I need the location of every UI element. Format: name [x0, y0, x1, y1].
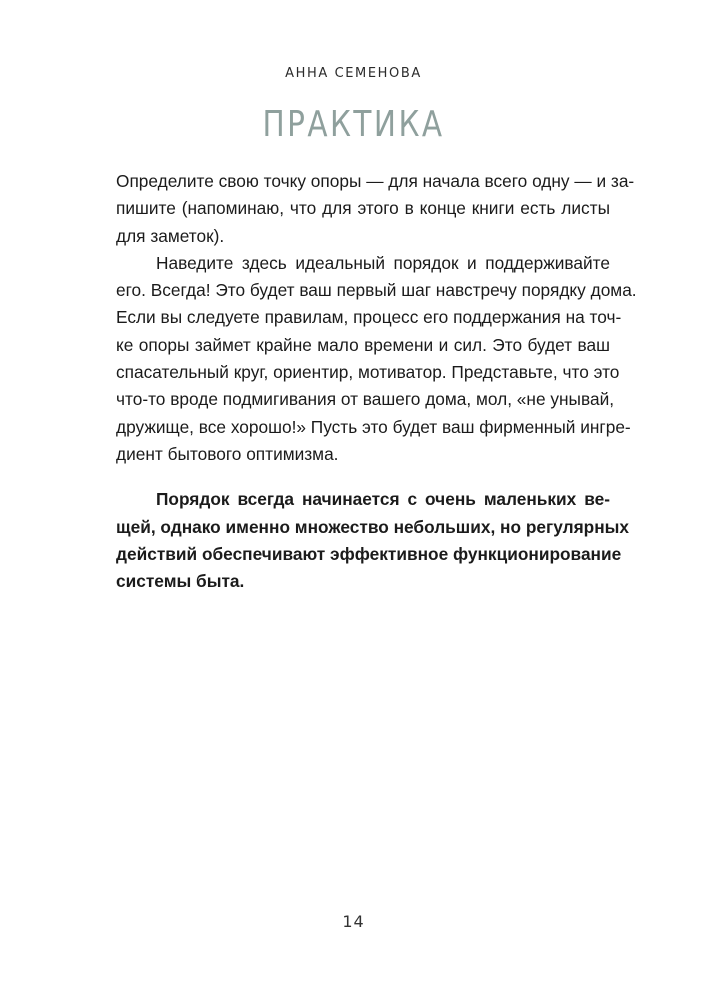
paragraph-gap [116, 468, 610, 486]
text-line: для заметок). [116, 225, 225, 246]
paragraph-1 [116, 168, 635, 250]
paragraph-3-emphasis [116, 486, 630, 595]
body-text [116, 168, 637, 595]
section-title: ПРАКТИКА [262, 104, 445, 145]
page-number: 14 [342, 912, 365, 931]
text-line: диент бытового оптимизма. [116, 443, 339, 464]
text-line: Порядок всегда начинается с очень маленьких ве- [156, 489, 610, 510]
text-line: Наведите здесь идеальный порядок и поддерживайте [156, 252, 610, 273]
text-line: действий обеспечивают эффективное функционирование [116, 543, 622, 564]
paragraph-2 [116, 250, 637, 468]
text-line: Если вы следуете правилам, процесс его поддержания на точ- [116, 307, 622, 328]
text-line: спасательный круг, ориентир, мотиватор. Представьте, что это [116, 362, 620, 383]
text-line: что-то вроде подмигивания от вашего дома, мол, «не унывай, [116, 389, 615, 410]
text-line: системы быта. [116, 571, 245, 592]
text-line: пишите (напоминаю, что для этого в конце книги есть листы [116, 198, 610, 219]
text-line: дружище, все хорошо!» Пусть это будет ваш фирменный ингре- [116, 416, 631, 437]
text-line: ке опоры займет крайне мало времени и сил. Это будет ваш [116, 334, 610, 355]
running-head-author: АННА СЕМЕНОВА [285, 66, 422, 81]
text-line: его. Всегда! Это будет ваш первый шаг навстречу порядку дома. [116, 280, 637, 301]
text-line: Определите свою точку опоры — для начала всего одну — и за- [116, 171, 635, 191]
text-line: щей, однако именно множество небольших, но регулярных [116, 516, 630, 537]
